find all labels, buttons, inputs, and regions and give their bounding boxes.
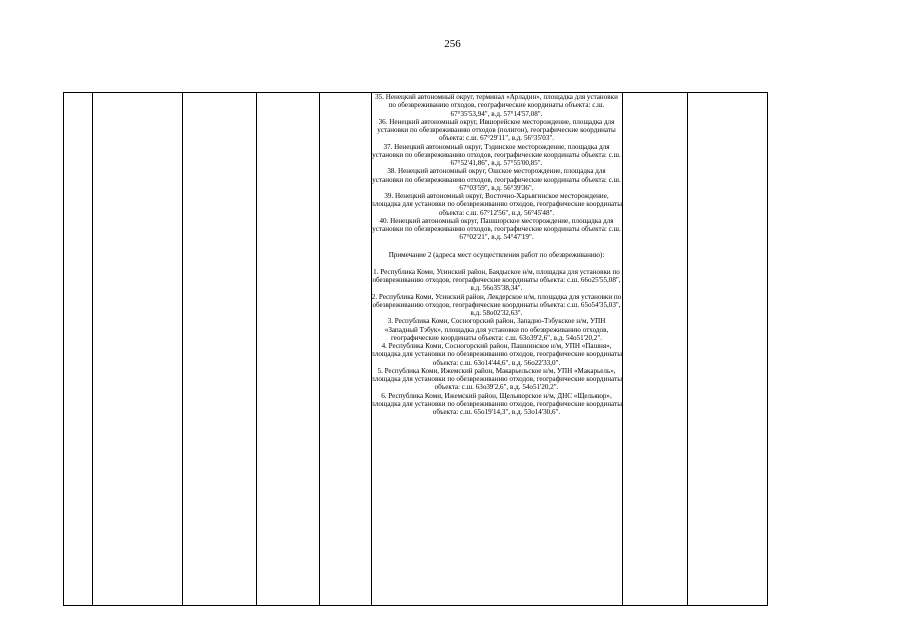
column-divider	[182, 93, 183, 605]
note-heading: Примечание 2 (адреса мест осуществления работ по обезвреживанию):	[388, 250, 605, 259]
address-entry: 37. Ненецкий автономный округ, Тэдинское месторождение, площадка для установки по обезвреживанию отходов, географические координаты объекта: с.ш. 67°52'41,86", в.д. 57°55'00,85".	[372, 142, 621, 167]
column-divider	[92, 93, 93, 605]
address-entry: 3. Республика Коми, Сосногорский район, Западно-Тэбукское н/м, УПН «Западный Тэбук», площадка для установки по обезвреживанию отходов, географические координаты объекта: с.ш. 63о39'2,6", в.д. 54о51'20,2".	[384, 317, 609, 342]
column-divider	[687, 93, 688, 605]
address-entry: 1. Республика Коми, Усинский район, Баядыское н/м, площадка для установки по обезвреживанию отходов, географические координаты объекта: с.ш. 66о25'55,08", в.д. 56о35'38,34".	[372, 267, 621, 293]
address-entry: 5. Республика Коми, Ижемский район, Макарьельское н/м, УПН «Макарьель», площадка для установки по обезвреживанию отходов, географические координаты объекта: с.ш. 63о39'2,6", в.д. 54о51'20,2".	[371, 366, 622, 392]
address-entry: 38. Ненецкий автономный округ, Ошское месторождение, площадка для установки по обезвреживанию отходов, географические координаты объекта: с.ш. 67°03'59", в.д. 56°39'36".	[372, 167, 621, 192]
address-entry: 2. Республика Коми, Усинский район, Лекдерское н/м, площадка для установки по обезвреживанию отходов, географические координаты объекта: с.ш. 65о54'35,03", в.д. 58о02'32,63".	[371, 292, 622, 317]
license-table	[63, 92, 768, 606]
column-divider	[319, 93, 320, 605]
address-entry: 36. Ненецкий автономный округ, Ившорейское месторождение, площадка для установки по обезвреживанию отходов (полигон), географические координаты объекта: с.ш. 67°29'11", в.д. 56°35'03".	[377, 117, 616, 143]
address-entry: 40. Ненецкий автономный округ, Пашшорское месторождение, площадка для установки по обезвреживанию отходов, географические координаты объекта: с.ш. 67°02'21", в.д. 54°47'19".	[372, 216, 621, 242]
addresses-cell	[371, 93, 622, 605]
address-entry: 6. Республика Коми, Ижемский район, Щельяюрское н/м, ДНС «Щельяюр», площадка для установки по обезвреживанию отходов, географические координаты объекта: с.ш. 65о19'14,3", в.д. 53о14'30,6".	[371, 391, 622, 416]
page-number: 256	[444, 38, 461, 50]
address-entry: 35. Ненецкий автономный округ, терминал «Арладин», площадка для установки по обезвреживанию отходов, географические координаты объекта: с.ш. 67°35'53,94", в.д. 57°14'57,08".	[375, 93, 618, 118]
address-entry: 4. Республика Коми, Сосногорский район, Пашнинское н/м, УПН «Пашня», площадка для установки по обезвреживанию отходов, географические координаты объекта: с.ш. 63о14'44,6", в.д. 56о22'33,0".	[371, 342, 622, 367]
column-divider	[622, 93, 623, 605]
column-divider	[256, 93, 257, 605]
address-entry: 39. Ненецкий автономный округ, Восточно-Харьягинское месторождение, площадка для установки по обезвреживанию отходов, географические координаты объекта: с.ш. 67°12'56", в.д. 56°45'48".	[371, 192, 622, 217]
